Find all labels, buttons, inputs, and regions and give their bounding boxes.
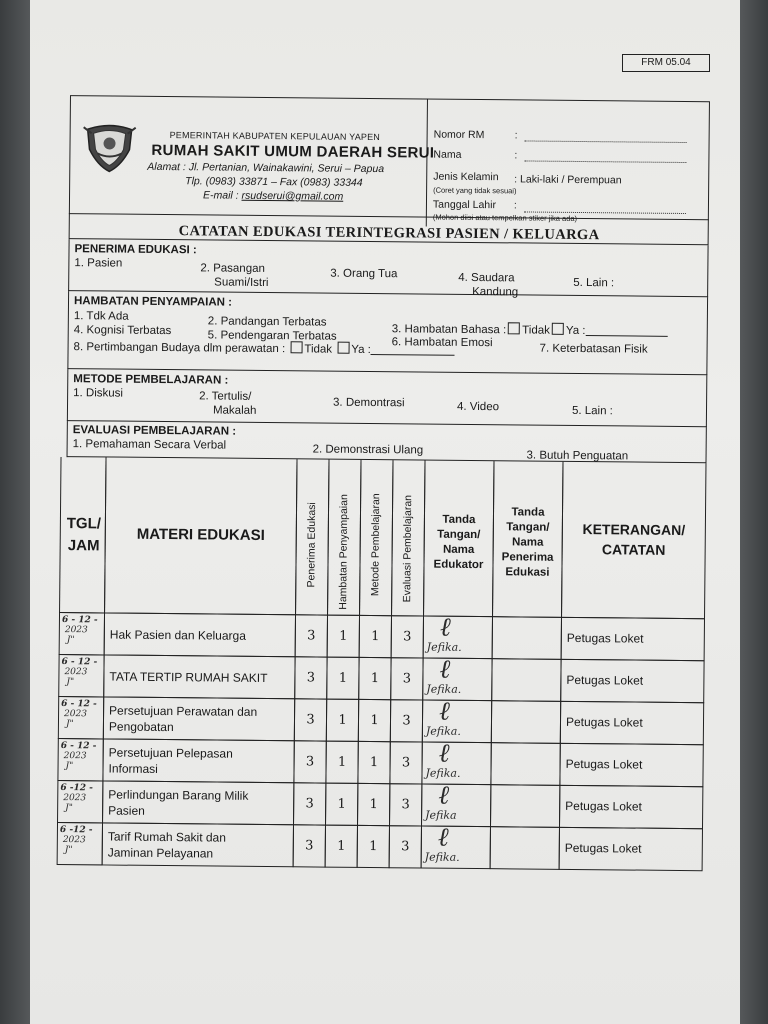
government-name: PEMERINTAH KABUPATEN KEPULAUAN YAPEN [169, 130, 381, 143]
materi-text: Persetujuan Perawatan dan [109, 703, 258, 719]
cell-penerima [294, 656, 327, 699]
handwritten-date: 6 - 12 - [61, 699, 97, 710]
th-tgl [59, 457, 106, 613]
signature-name: Jefika. [425, 766, 461, 780]
education-record-form [53, 95, 714, 871]
cell-evaluasi [389, 783, 422, 826]
code-hambatan: 1 [338, 670, 348, 686]
handwritten-date: 6 - 12 - [60, 741, 97, 752]
hambatan-opt-kognisi[interactable]: 4. Kognisi Terbatas [73, 324, 172, 338]
jenis-kelamin-value[interactable]: : Laki-laki / Perempuan [514, 173, 622, 187]
cell-materi [104, 612, 296, 657]
nama-label: Nama [433, 148, 462, 161]
th-hambatan [327, 460, 361, 616]
scan-edge-right [740, 0, 768, 1024]
cell-edukator [421, 738, 491, 786]
cell-penerima [293, 824, 326, 867]
th-tgl-line2: JAM [67, 537, 100, 555]
signature-name: Jefika [425, 808, 457, 822]
cell-tgl [57, 822, 103, 865]
budaya-tidak-label: Tidak [304, 343, 333, 356]
metode-opt-video[interactable]: 4. Video [456, 400, 500, 414]
handwritten-date: 2023 [62, 835, 86, 846]
cell-pen [491, 658, 561, 702]
handwritten-date: J" [66, 677, 75, 688]
code-metode: 1 [371, 629, 380, 645]
sticker-note: (Mohon diisi atau tempelkan stiker jika ada) [432, 212, 578, 223]
handwritten-date: J" [65, 761, 74, 772]
cell-penerima [294, 698, 327, 741]
th-ttd-penerima-line: Nama [511, 536, 544, 549]
evaluasi-opt-verbal[interactable]: 1. Pemahaman Secara Verbal [72, 438, 227, 452]
metode-opt-lain[interactable]: 5. Lain : [571, 404, 613, 418]
handwritten-date: 2023 [63, 751, 87, 762]
th-materi [104, 457, 297, 615]
th-ttd-penerima [492, 461, 563, 618]
code-penerima: 3 [305, 754, 315, 770]
handwritten-date: J" [66, 635, 75, 646]
th-ttd-edukator-line: Tanda [442, 513, 476, 527]
th-metode [359, 460, 393, 616]
signature-mark: ℓ [438, 780, 450, 811]
cell-tgl [59, 612, 105, 655]
th-evaluasi [391, 460, 425, 616]
code-penerima: 3 [306, 670, 316, 686]
cell-metode [357, 825, 390, 868]
code-metode: 1 [370, 671, 380, 687]
th-ttd-edukator-label [424, 513, 493, 574]
th-keterangan [561, 462, 706, 619]
handwritten-date: 2023 [64, 625, 88, 636]
code-hambatan: 1 [338, 712, 347, 728]
cell-evaluasi [391, 615, 424, 658]
handwritten-date: 2023 [64, 667, 88, 678]
th-tgl-line1: TGL/ [66, 515, 102, 533]
handwritten-date: 2023 [64, 709, 88, 720]
cell-tgl [57, 738, 103, 781]
handwritten-date: 6 - 12 - [61, 615, 98, 626]
keterangan-text: Petugas Loket [566, 630, 644, 646]
metode-opt-tertulis[interactable]: 2. Tertulis/ [199, 390, 252, 403]
cell-edukator [422, 654, 492, 702]
th-metode-label: Metode Pembelajaran [369, 493, 383, 597]
cell-pen [490, 742, 560, 786]
cell-keterangan [560, 659, 704, 703]
th-ttd-penerima-label [493, 505, 562, 581]
budaya-ya-label: Ya : [351, 343, 371, 356]
th-hambatan-label: Hambatan Penyampaian [337, 494, 351, 610]
handwritten-date: J" [65, 719, 74, 730]
code-penerima: 3 [305, 838, 314, 854]
cell-pen [490, 826, 560, 870]
signature-mark: ℓ [439, 654, 451, 685]
cell-keterangan [559, 743, 703, 787]
materi-text: TATA TERTIP RUMAH SAKIT [109, 669, 268, 686]
signature-name: Jefika. [424, 850, 460, 864]
th-evaluasi-label: Evaluasi Pembelajaran [401, 494, 415, 603]
cell-keterangan [561, 617, 705, 661]
evaluasi-opt-penguatan[interactable]: 3. Butuh Penguatan [526, 449, 629, 463]
penerima-opt-orang-tua[interactable]: 3. Orang Tua [330, 267, 398, 281]
cell-materi [102, 738, 294, 783]
cell-edukator [422, 696, 492, 744]
cell-edukator [421, 822, 491, 869]
cell-hambatan [326, 699, 359, 742]
materi-text: Persetujuan Pelepasan [108, 745, 233, 761]
scan-edge-left [0, 0, 30, 1024]
code-hambatan: 1 [337, 838, 346, 854]
cell-tgl [58, 696, 104, 739]
metode-opt-demontrasi[interactable]: 3. Demontrasi [333, 396, 405, 410]
th-ttd-edukator-line: Edukator [433, 558, 484, 572]
signature-mark: ℓ [438, 696, 451, 727]
th-ttd-edukator-line: Nama [442, 543, 475, 556]
cell-hambatan [326, 657, 359, 700]
th-ttd-penerima-line: Penerima [501, 551, 554, 564]
hambatan-opt-fisik[interactable]: 7. Keterbatasan Fisik [539, 342, 648, 356]
cell-edukator [421, 780, 491, 828]
cell-keterangan [559, 785, 703, 829]
penerima-opt-lain[interactable]: 5. Lain : [573, 276, 615, 290]
hospital-name: RUMAH SAKIT UMUM DAERAH SERUI [151, 141, 435, 162]
hambatan-opt-tdk-ada[interactable]: 1. Tdk Ada [73, 310, 129, 323]
handwritten-date: 6 -12 - [60, 783, 93, 794]
education-table [53, 95, 714, 871]
signature-name: Jefika. [426, 682, 462, 696]
handwritten-date: 2023 [63, 793, 87, 804]
cell-penerima [293, 740, 326, 783]
penerima-opt-pasien[interactable]: 1. Pasien [74, 257, 123, 270]
metode-opt-diskusi[interactable]: 1. Diskusi [73, 387, 124, 400]
cell-pen [491, 700, 561, 744]
hambatan-bahasa-label: 3. Hambatan Bahasa : [391, 323, 507, 337]
evaluasi-heading: EVALUASI PEMBELAJARAN : [72, 424, 237, 438]
code-evaluasi: 3 [403, 629, 412, 645]
handwritten-date: J" [64, 845, 73, 856]
code-evaluasi: 3 [401, 755, 411, 771]
cell-metode [358, 657, 391, 700]
tanggal-lahir-colon: : [513, 199, 517, 212]
th-keterangan-line1: KETERANGAN/ [582, 521, 686, 539]
cell-evaluasi [390, 699, 423, 742]
penerima-opt-saudara[interactable]: 4. Saudara [458, 271, 515, 285]
materi-text: Jaminan Pelayanan [107, 845, 214, 861]
cell-materi [103, 696, 295, 741]
code-penerima: 3 [306, 712, 315, 728]
th-keterangan-line2: CATATAN [601, 541, 666, 558]
code-hambatan: 1 [337, 796, 346, 812]
code-evaluasi: 3 [402, 671, 412, 687]
th-ttd-penerima-line: Tanda [511, 506, 545, 519]
cell-evaluasi [389, 741, 422, 784]
hambatan-opt-pendengaran[interactable]: 5. Pendengaran Terbatas [207, 329, 337, 343]
nomor-rm-colon: : [514, 129, 518, 142]
code-hambatan: 1 [337, 754, 347, 770]
jenis-kelamin-label: Jenis Kelamin [433, 170, 499, 184]
signature-mark: ℓ [437, 822, 449, 853]
cell-materi [102, 780, 294, 825]
cell-tgl [58, 654, 104, 697]
cell-materi [102, 822, 294, 867]
hospital-phone: Tlp. (0983) 33871 – Fax (0983) 33344 [185, 175, 363, 189]
cell-evaluasi [390, 657, 423, 700]
penerima-opt-saudara-2: Kandung [472, 285, 519, 299]
signature-name: Jefika. [425, 724, 461, 738]
materi-text: Perlindungan Barang Milik [108, 787, 249, 803]
code-evaluasi: 3 [401, 797, 410, 813]
code-evaluasi: 3 [402, 713, 411, 729]
keterangan-text: Petugas Loket [565, 756, 643, 772]
handwritten-date: 6 - 12 - [61, 657, 98, 668]
cell-metode [357, 783, 390, 826]
cell-metode [358, 699, 391, 742]
cell-pen [492, 616, 562, 660]
th-ttd-penerima-line: Edukasi [505, 566, 550, 579]
materi-text: Informasi [108, 761, 158, 776]
th-ttd-penerima-line: Tangan/ [506, 521, 550, 534]
tanggal-lahir-label: Tanggal Lahir [432, 198, 497, 212]
coret-note: (Coret yang tidak sesuai) [433, 185, 517, 196]
th-penerima-label: Penerima Edukasi [305, 502, 319, 588]
keterangan-text: Petugas Loket [564, 840, 642, 856]
code-evaluasi: 3 [401, 839, 410, 855]
form-title: CATATAN EDUKASI TERINTEGRASI PASIEN / KELUARGA [178, 223, 600, 244]
code-metode: 1 [369, 839, 378, 855]
code-penerima: 3 [305, 796, 314, 812]
hospital-address: Alamat : Jl. Pertanian, Wainakawini, Serui – Papua [147, 160, 385, 176]
penerima-heading: PENERIMA EDUKASI : [74, 243, 197, 257]
metode-opt-tertulis-2: Makalah [212, 404, 257, 417]
cell-hambatan [325, 741, 358, 784]
signature-mark: ℓ [438, 738, 450, 769]
cell-tgl [57, 780, 103, 823]
nomor-rm-label: Nomor RM [433, 128, 485, 142]
handwritten-date: J" [65, 803, 73, 814]
cell-metode [359, 615, 392, 658]
email-link[interactable]: rsudserui@gmail.com [241, 189, 344, 203]
cell-metode [357, 741, 390, 784]
materi-text: Hak Pasien dan Keluarga [109, 627, 246, 643]
th-ttd-edukator-line: Tangan/ [437, 528, 481, 542]
metode-heading: METODE PEMBELAJARAN : [73, 373, 229, 387]
cell-materi [103, 654, 295, 699]
cell-pen [490, 784, 560, 828]
cell-keterangan [559, 827, 703, 871]
keterangan-text: Petugas Loket [565, 714, 643, 730]
cell-hambatan [325, 783, 358, 826]
bahasa-tidak-label: Tidak [522, 324, 550, 337]
cell-penerima [295, 614, 328, 657]
cell-hambatan [327, 615, 360, 658]
cell-keterangan [560, 701, 704, 745]
handwritten-date: 6 -12 - [59, 825, 93, 836]
penerima-opt-pasangan-2: Suami/Istri [214, 276, 269, 290]
email-label: E-mail : [202, 189, 242, 202]
code-metode: 1 [369, 797, 378, 813]
signature-name: Jefika. [426, 640, 462, 654]
th-materi-label: MATERI EDUKASI [136, 525, 265, 544]
materi-text: Pengobatan [108, 719, 174, 735]
code-penerima: 3 [307, 628, 316, 644]
form-code: FRM 05.04 [622, 54, 710, 72]
cell-hambatan [325, 825, 358, 868]
signature-mark: ℓ [439, 612, 451, 643]
materi-text: Tarif Rumah Sakit dan [107, 829, 227, 845]
cell-edukator [423, 612, 493, 660]
cell-penerima [293, 782, 326, 825]
hambatan-budaya-label: 8. Pertimbangan Budaya dlm perawatan : [73, 341, 286, 356]
keterangan-text: Petugas Loket [566, 672, 644, 688]
hambatan-opt-emosi[interactable]: 6. Hambatan Emosi [391, 336, 493, 350]
th-ttd-edukator [423, 461, 494, 618]
code-metode: 1 [369, 755, 379, 771]
nama-colon: : [514, 149, 518, 162]
hambatan-opt-pandangan[interactable]: 2. Pandangan Terbatas [207, 315, 327, 329]
penerima-opt-pasangan[interactable]: 2. Pasangan [200, 262, 265, 275]
bahasa-ya-label: Ya : [565, 324, 586, 338]
code-metode: 1 [370, 713, 379, 729]
evaluasi-opt-demonstrasi[interactable]: 2. Demonstrasi Ulang [312, 443, 424, 457]
th-penerima [295, 459, 329, 615]
code-hambatan: 1 [339, 628, 348, 644]
hambatan-heading: HAMBATAN PENYAMPAIAN : [73, 295, 233, 309]
materi-text: Pasien [108, 803, 145, 818]
keterangan-text: Petugas Loket [565, 798, 642, 814]
cell-evaluasi [389, 825, 422, 868]
